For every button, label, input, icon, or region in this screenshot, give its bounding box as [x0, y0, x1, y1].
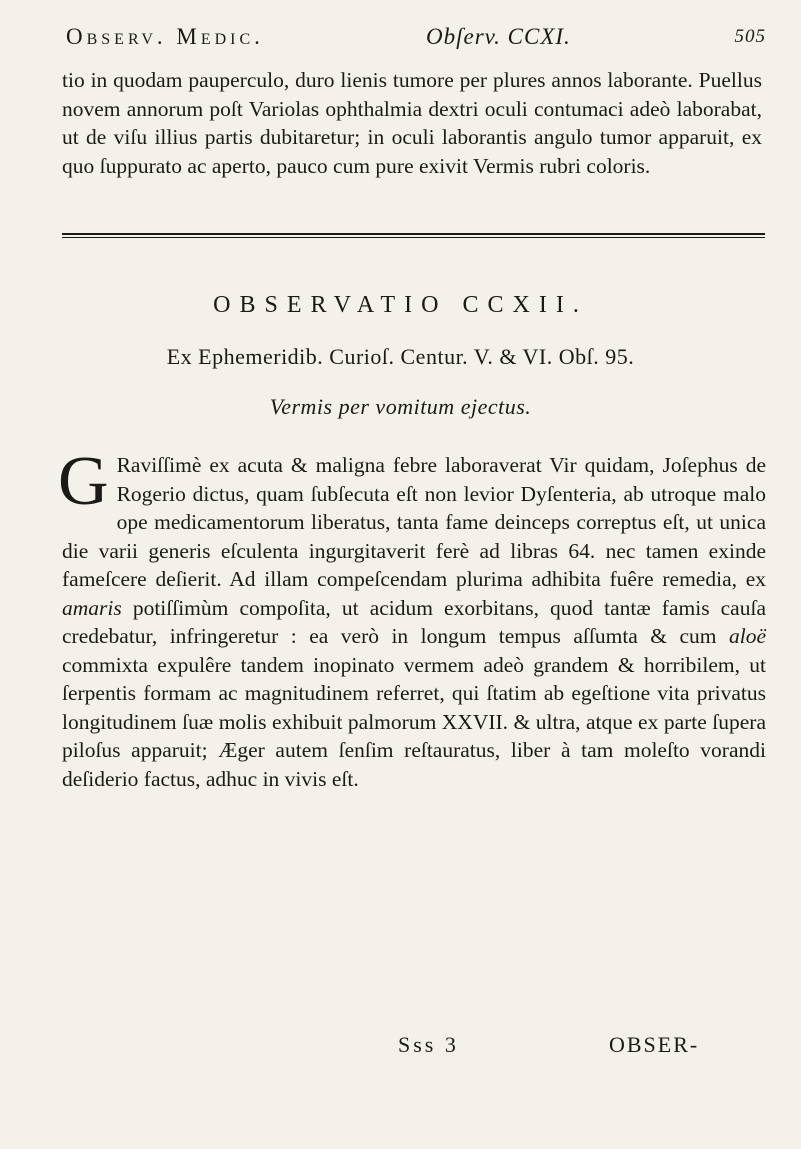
- body-italic-amaris: amaris: [62, 595, 122, 620]
- page-footer: [0, 1032, 801, 1062]
- page-number: 505: [734, 26, 766, 47]
- running-head: [66, 24, 766, 54]
- body-italic-aloe: aloë: [728, 624, 766, 648]
- drop-cap: G: [58, 443, 109, 520]
- section-divider: [62, 233, 765, 238]
- previous-observation-ending: tio in quodam pauperculo, duro lienis tumore per plures annos laborante. Puellus novem annorum poſt Variolas ophthalmia dextri oculi contumaci adeò laborabat, ut de viſu illius partis dubitaretur; in oculi laborantis angulo tumor apparuit, ex quo ſuppurato ac aperto, pauco cum pure exivit Vermis rubri coloris.: [62, 68, 762, 178]
- running-head-observation: Obſerv. CCXI.: [426, 24, 571, 49]
- observation-subtitle: Vermis per vomitum ejectus.: [269, 394, 532, 419]
- body-text-2: potiſſimùm compoſita, ut acidum exorbitans, quod tantæ famis cauſa credebatur, infringeretur : ea verò in longum tempus aſſumta & cum: [62, 595, 766, 648]
- body-text-1: Raviſſimè ex acuta & maligna febre laboraverat Vir quidam, Joſephus de Rogerio dictus, quam ſubſecuta eſt non levior Dyſenteria, ab utroque malo ope medicamentorum liberatus, tanta fame deinceps correptus eſt, ut unica die varii generis eſculenta ingurgitaverit ferè ad libras 64. nec tamen exinde fameſcere deſierit. Ad illam compeſcendam plurima adhibita fuêre remedia, ex: [62, 453, 766, 591]
- observation-title: OBSERVATIO CCXII.: [213, 292, 588, 318]
- signature-mark: Sss 3: [398, 1032, 459, 1057]
- catchword: OBSER-: [609, 1032, 700, 1057]
- running-head-title: Observ. Medic.: [66, 24, 264, 49]
- body-text-3: commixta expulêre tandem inopinato vermem adeò grandem & horribilem, ut ſerpentis formam ac magnitudinem referret, qui ſtatim ab egeſtione vita privatus longitudinem ſuæ molis exhibuit palmorum XXVII. & ultra, atque ex parte ſupera piloſus apparuit; Æger autem ſenſim reſtauratus, liber à tam moleſto vorandi deſiderio factus, adhuc in vivis eſt.: [62, 652, 766, 791]
- observation-body: [58, 443, 766, 793]
- observation-source: Ex Ephemeridib. Curioſ. Centur. V. & VI. Obſ. 95.: [166, 344, 635, 369]
